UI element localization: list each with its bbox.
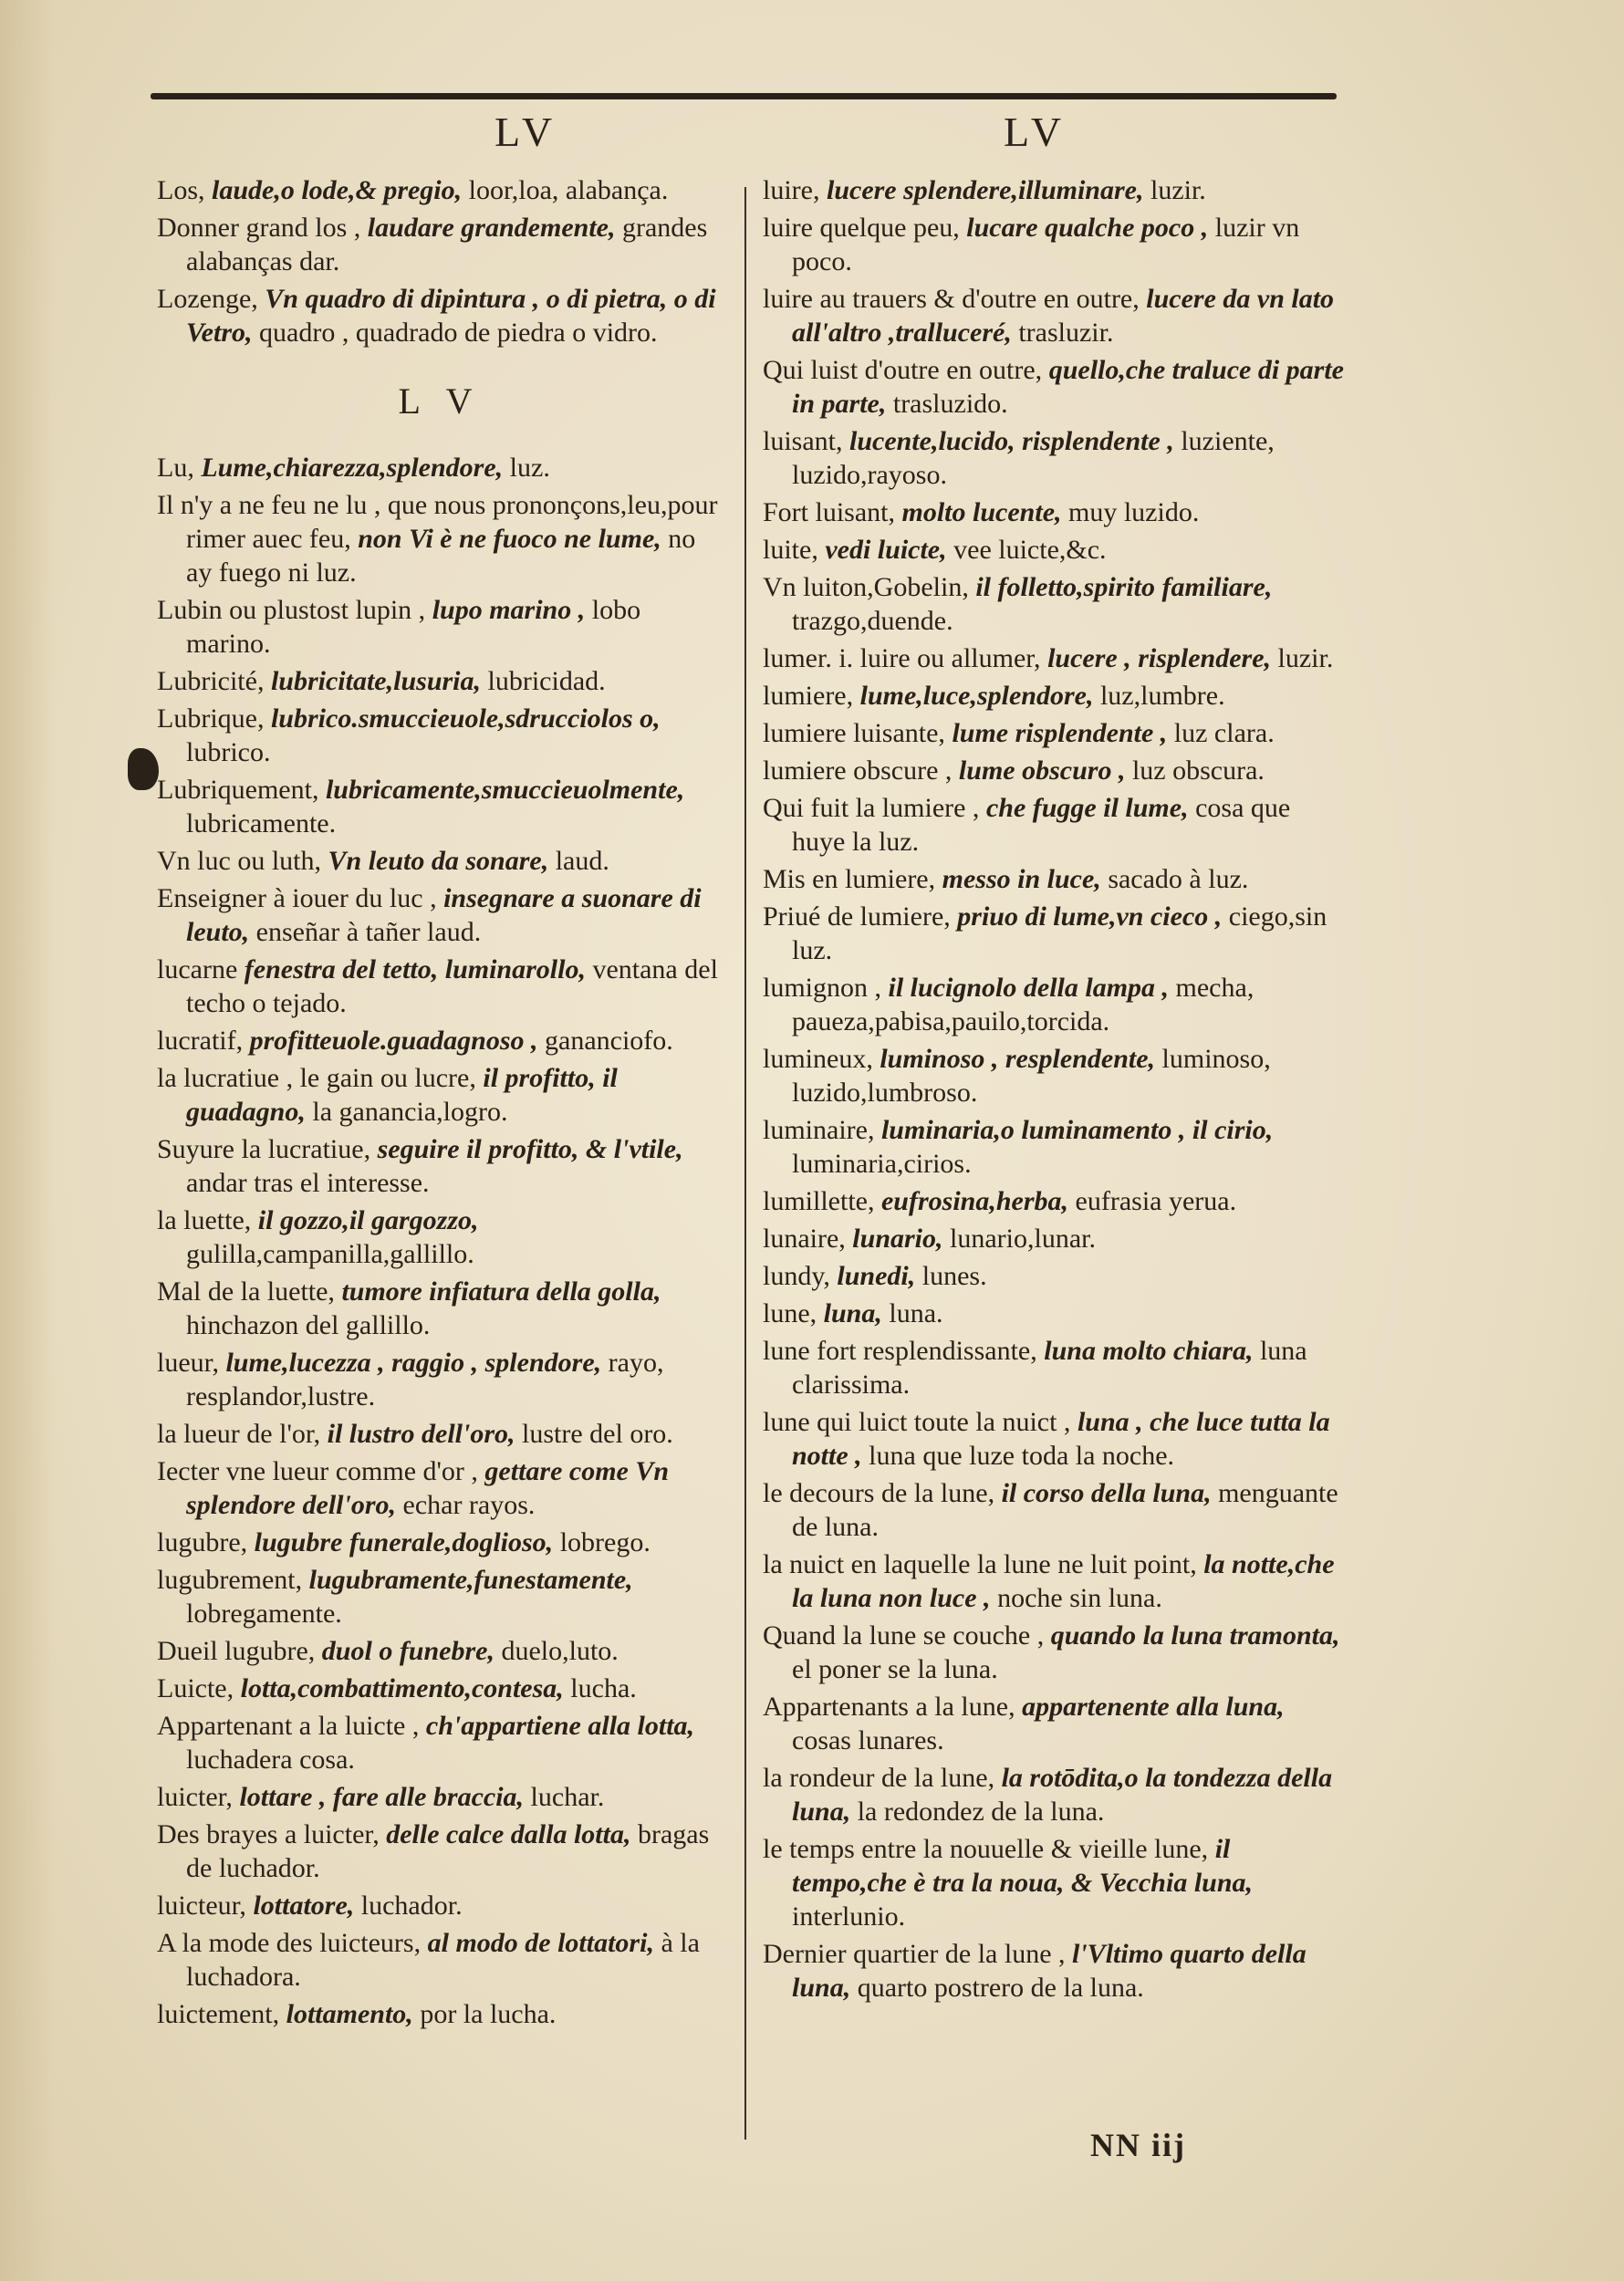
entry-spanish: luz obscura.	[1131, 755, 1265, 786]
header-rule	[151, 93, 1337, 99]
entry-italian: luna , che luce tutta la notte ,	[792, 1407, 1330, 1471]
dictionary-entry	[157, 282, 723, 349]
entry-french: Appartenants a la lune,	[763, 1692, 1015, 1722]
dictionary-entry	[763, 641, 1347, 675]
running-head-left: LV	[494, 109, 558, 155]
dictionary-entry	[763, 900, 1347, 967]
entry-french: lueur,	[157, 1348, 219, 1378]
entry-italian: lugubramente,funestamente,	[308, 1565, 633, 1595]
entry-spanish: luchadera cosa.	[186, 1745, 355, 1775]
entry-french: lugubrement,	[157, 1565, 303, 1595]
entry-french: luicter,	[157, 1782, 233, 1812]
entry-french: lumiere,	[763, 681, 854, 711]
entry-italian: lucente,lucido, risplendente ,	[849, 426, 1174, 456]
entry-italian: laudare grandemente,	[367, 213, 616, 243]
entry-italian: lume,luce,splendore,	[859, 681, 1094, 711]
entry-italian: gettare come Vn splendore dell'oro,	[186, 1456, 670, 1520]
entry-spanish: lubricamente.	[186, 808, 337, 838]
entry-french: lune,	[763, 1298, 817, 1328]
entry-spanish: menguante de luna.	[792, 1478, 1338, 1542]
entry-italian: vedi luicte,	[825, 535, 947, 565]
dictionary-entry	[763, 1405, 1347, 1473]
entry-italian: lunario,	[852, 1224, 943, 1254]
entry-french: lumer. i. luire ou allumer,	[763, 643, 1041, 673]
entry-spanish: lunes.	[921, 1261, 987, 1291]
entry-spanish: luchador.	[360, 1890, 463, 1921]
entry-spanish: lobo marino.	[186, 595, 641, 659]
entry-italian: molto lucente,	[901, 497, 1062, 527]
entry-italian: lubrico.smuccieuole,sdrucciolos o,	[270, 703, 661, 734]
entry-spanish: luna que luze toda la noche.	[869, 1441, 1175, 1471]
dictionary-entry	[763, 211, 1347, 278]
entry-french: le temps entre la nouuelle & vieille lune,	[763, 1834, 1209, 1864]
entry-french: la lucratiue , le gain ou lucre,	[157, 1063, 476, 1093]
entry-french: lucarne	[157, 954, 238, 984]
entry-spanish: echar rayos.	[402, 1490, 536, 1520]
dictionary-entry	[157, 593, 723, 661]
entry-french: Fort luisant,	[763, 497, 896, 527]
entry-spanish: duelo,luto.	[501, 1636, 619, 1666]
dictionary-entry	[157, 1132, 723, 1200]
dictionary-entry	[157, 773, 723, 840]
dictionary-entry	[763, 1761, 1347, 1828]
dictionary-entry	[763, 1297, 1347, 1330]
entry-french: luire au trauers & d'outre en outre,	[763, 284, 1140, 314]
entry-french: la lueur de l'or,	[157, 1419, 321, 1449]
entry-spanish: lobrego.	[559, 1527, 651, 1557]
entry-spanish: ventana del techo o tejado.	[186, 954, 718, 1018]
entry-french: luire,	[763, 175, 820, 205]
entry-spanish: luzir vn poco.	[792, 213, 1300, 276]
entry-spanish: andar tras el interesse.	[186, 1168, 430, 1198]
dictionary-entry	[157, 1818, 723, 1885]
column-divider	[744, 187, 746, 2140]
entry-french: luictement,	[157, 1999, 280, 2029]
entry-french: Lubrique,	[157, 703, 265, 734]
entry-italian: Lume,chiarezza,splendore,	[201, 453, 504, 483]
entry-italian: lucere da vn lato all'altro ,tralluceré,	[792, 284, 1335, 348]
entry-italian: quello,che traluce di parte in parte,	[792, 355, 1344, 419]
entry-spanish: por la lucha.	[420, 1999, 557, 2029]
entry-spanish: lunario,lunar.	[950, 1224, 1096, 1254]
entry-french: lunaire,	[763, 1224, 846, 1254]
dictionary-entry	[157, 702, 723, 769]
entry-italian: il profitto, il guadagno,	[186, 1063, 618, 1127]
dictionary-entry	[763, 1259, 1347, 1293]
entry-french: la nuict en laquelle la lune ne luit point,	[763, 1549, 1197, 1579]
entry-spanish: laud.	[555, 846, 609, 876]
entry-french: Dernier quartier de la lune ,	[763, 1939, 1066, 1969]
entry-spanish: mecha, paueza,pabisa,pauilo,torcida.	[792, 973, 1254, 1036]
entry-french: Lozenge,	[157, 284, 258, 314]
entry-french: lune qui luict toute la nuict ,	[763, 1407, 1071, 1437]
entry-italian: lume,lucezza , raggio , splendore,	[225, 1348, 602, 1378]
entry-spanish: quadro , quadrado de piedra o vidro.	[259, 318, 658, 348]
dictionary-entry	[763, 1619, 1347, 1686]
entry-italian: lunedi,	[837, 1261, 916, 1291]
entry-spanish: hinchazon del gallillo.	[186, 1310, 431, 1340]
dictionary-entry	[157, 664, 723, 698]
entry-spanish: luna.	[889, 1298, 943, 1328]
running-head-right: LV	[1004, 109, 1067, 155]
entry-italian: lottare , fare alle braccia,	[239, 1782, 525, 1812]
dictionary-entry	[763, 1334, 1347, 1401]
entry-french: Quand la lune se couche ,	[763, 1620, 1045, 1651]
entry-italian: profitteuole.guadagnoso ,	[249, 1026, 538, 1056]
entry-italian: lume risplendente ,	[952, 718, 1168, 748]
entry-spanish: sacado à luz.	[1108, 864, 1249, 894]
dictionary-entry	[157, 1024, 723, 1057]
dictionary-entry	[763, 754, 1347, 787]
right-column	[763, 173, 1347, 2008]
entry-spanish: lubrico.	[186, 737, 271, 767]
entry-french: Dueil lugubre,	[157, 1636, 316, 1666]
dictionary-entry	[157, 881, 723, 949]
entry-french: lucratif,	[157, 1026, 244, 1056]
entry-italian: il corso della luna,	[1001, 1478, 1212, 1508]
entry-spanish: luziente, luzido,rayoso.	[792, 426, 1275, 490]
dictionary-entry	[157, 451, 723, 484]
entry-italian: lucare qualche poco ,	[966, 213, 1209, 243]
entry-spanish: rayo, resplandor,lustre.	[186, 1348, 664, 1411]
entry-spanish: ciego,sin luz.	[792, 901, 1327, 965]
section-title: L V	[398, 380, 482, 422]
entry-italian: luna molto chiara,	[1044, 1336, 1254, 1366]
dictionary-entry	[763, 1832, 1347, 1933]
entry-french: la rondeur de la lune,	[763, 1763, 995, 1793]
entry-french: Lubricité,	[157, 666, 265, 696]
entry-italian: lugubre funerale,doglioso,	[254, 1527, 554, 1557]
dictionary-entry	[157, 953, 723, 1020]
entry-italian: non Vi è ne fuoco ne lume,	[358, 524, 661, 554]
entry-italian: il folletto,spirito familiare,	[975, 572, 1273, 602]
entry-french: Qui luist d'outre en outre,	[763, 355, 1043, 385]
entry-spanish: loor,loa, alabança.	[468, 175, 669, 205]
entry-spanish: cosa que huye la luz.	[792, 793, 1291, 857]
entry-italian: che fugge il lume,	[985, 793, 1189, 823]
left-column	[157, 173, 723, 2035]
entry-italian: lucere splendere,illuminare,	[826, 175, 1144, 205]
dictionary-entry	[763, 1113, 1347, 1181]
entry-italian: luna,	[823, 1298, 882, 1328]
dictionary-entry	[763, 1476, 1347, 1544]
entry-spanish: trasluzir.	[1018, 318, 1114, 348]
dictionary-entry	[763, 679, 1347, 713]
entry-italian: ch'appartiene alla lotta,	[425, 1711, 695, 1741]
dictionary-entry	[763, 173, 1347, 207]
entry-french: Luicte,	[157, 1673, 234, 1703]
entry-italian: priuo di lume,vn cieco ,	[957, 901, 1223, 932]
entry-french: Mis en lumiere,	[763, 864, 936, 894]
entry-spanish: muy luzido.	[1068, 497, 1200, 527]
dictionary-entry	[763, 971, 1347, 1038]
dictionary-entry	[157, 173, 723, 207]
entry-italian: lume obscuro ,	[958, 755, 1126, 786]
dictionary-entry	[157, 1672, 723, 1705]
dictionary-entry	[763, 716, 1347, 750]
entry-spanish: gananciofo.	[545, 1026, 673, 1056]
entry-french: Des brayes a luicter,	[157, 1819, 380, 1849]
entry-italian: lubricitate,lusuria,	[270, 666, 482, 696]
entry-french: lumineux,	[763, 1044, 873, 1074]
entry-french: Lu,	[157, 453, 194, 483]
dictionary-entry	[763, 791, 1347, 859]
entry-french: Enseigner à iouer du luc ,	[157, 883, 437, 913]
left-entries-after	[157, 451, 723, 2031]
entry-french: luminaire,	[763, 1115, 875, 1145]
entry-spanish: luz.	[509, 453, 550, 483]
entry-french: Vn luiton,Gobelin,	[763, 572, 969, 602]
dictionary-entry	[763, 1937, 1347, 2005]
dictionary-entry	[763, 1222, 1347, 1255]
entry-spanish: grandes alabanças dar.	[186, 213, 708, 276]
entry-italian: seguire il profitto, & l'vtile,	[377, 1134, 683, 1164]
dictionary-entry	[763, 424, 1347, 492]
dictionary-entry	[157, 1889, 723, 1922]
entry-italian: lottamento,	[286, 1999, 413, 2029]
entry-french: Los,	[157, 175, 205, 205]
entry-spanish: noche sin luna.	[997, 1583, 1162, 1613]
dictionary-entry	[763, 1184, 1347, 1218]
entry-italian: il gozzo,il gargozzo,	[257, 1205, 479, 1235]
entry-spanish: lubricidad.	[487, 666, 606, 696]
entry-italian: il lustro dell'oro,	[327, 1419, 515, 1449]
entry-italian: Vn leuto da sonare,	[328, 846, 549, 876]
entry-italian: il tempo,che è tra la noua, & Vecchia luna,	[792, 1834, 1254, 1898]
entry-spanish: luz clara.	[1173, 718, 1275, 748]
entry-italian: delle calce dalla lotta,	[386, 1819, 631, 1849]
entry-french: Donner grand los ,	[157, 213, 361, 243]
entry-french: Iecter vne lueur comme d'or ,	[157, 1456, 478, 1486]
dictionary-entry	[763, 1690, 1347, 1757]
entry-spanish: à la luchadora.	[186, 1928, 700, 1992]
entry-french: Suyure la lucratiue,	[157, 1134, 371, 1164]
dictionary-entry	[157, 1275, 723, 1342]
entry-french: lumiere obscure ,	[763, 755, 953, 786]
entry-french: Il n'y a ne feu ne lu , que nous prononçons,leu,pour rimer auec feu,	[157, 490, 718, 554]
entry-italian: lupo marino ,	[432, 595, 586, 625]
entry-italian: quando la luna tramonta,	[1050, 1620, 1340, 1651]
signature-mark: NN iij	[1090, 2127, 1186, 2163]
entry-french: le decours de la lune,	[763, 1478, 995, 1508]
entry-french: Vn luc ou luth,	[157, 846, 321, 876]
entry-spanish: luna clarissima.	[792, 1336, 1307, 1400]
dictionary-entry	[157, 1526, 723, 1559]
entry-spanish: luz,lumbre.	[1099, 681, 1225, 711]
entry-italian: lubricamente,smuccieuolmente,	[325, 775, 685, 805]
entry-spanish: la ganancia,logro.	[312, 1097, 508, 1127]
entry-italian: duol o funebre,	[321, 1636, 494, 1666]
right-entries	[763, 173, 1347, 2005]
entry-italian: tumore infiatura della golla,	[341, 1276, 661, 1307]
dictionary-entry	[763, 282, 1347, 349]
entry-french: Lubin ou plustost lupin ,	[157, 595, 426, 625]
entry-italian: la rotōdita,o la tondezza della luna,	[792, 1763, 1333, 1827]
entry-spanish: interlunio.	[792, 1901, 906, 1932]
entry-italian: luminaria,o luminamento , il cirio,	[880, 1115, 1274, 1145]
dictionary-entry	[157, 1346, 723, 1413]
dictionary-entry	[157, 1203, 723, 1271]
entry-spanish: eufrasia yerua.	[1075, 1186, 1237, 1216]
entry-italian: lucere , risplendere,	[1047, 643, 1272, 673]
dictionary-entry	[157, 1926, 723, 1994]
entry-spanish: vee luicte,&c.	[953, 535, 1107, 565]
entry-spanish: luminaria,cirios.	[792, 1149, 972, 1179]
entry-italian: laude,o lode,& pregio,	[212, 175, 463, 205]
dictionary-entry	[157, 1454, 723, 1522]
entry-french: lumillette,	[763, 1186, 875, 1216]
dictionary-entry	[157, 1061, 723, 1129]
dictionary-entry	[763, 495, 1347, 529]
entry-spanish: luzir.	[1150, 175, 1206, 205]
entry-spanish: cosas lunares.	[792, 1725, 944, 1755]
entry-french: luisant,	[763, 426, 843, 456]
dictionary-entry	[157, 1563, 723, 1630]
dictionary-entry	[763, 862, 1347, 896]
entry-french: lumignon ,	[763, 973, 882, 1003]
entry-french: luite,	[763, 535, 818, 565]
entry-french: lundy,	[763, 1261, 830, 1291]
entry-italian: il lucignolo della lampa ,	[888, 973, 1170, 1003]
entry-italian: l'Vltimo quarto della luna,	[792, 1939, 1306, 2003]
dictionary-entry	[157, 1997, 723, 2031]
entry-french: Mal de la luette,	[157, 1276, 335, 1307]
dictionary-entry	[157, 1780, 723, 1814]
entry-italian: fenestra del tetto, luminarollo,	[244, 954, 586, 984]
entry-spanish: luchar.	[530, 1782, 605, 1812]
entry-spanish: no ay fuego ni luz.	[186, 524, 696, 588]
left-entries-before	[157, 173, 723, 349]
entry-french: lugubre,	[157, 1527, 248, 1557]
entry-french: Priué de lumiere,	[763, 901, 951, 932]
entry-italian: la notte,che la luna non luce ,	[792, 1549, 1335, 1613]
entry-italian: al modo de lottatori,	[427, 1928, 654, 1958]
entry-spanish: lucha.	[570, 1673, 637, 1703]
entry-french: lumiere luisante,	[763, 718, 945, 748]
dictionary-entry	[763, 1547, 1347, 1615]
entry-italian: lotta,combattimento,contesa,	[240, 1673, 564, 1703]
entry-spanish: trazgo,duende.	[792, 606, 953, 636]
entry-french: Lubriquement,	[157, 775, 319, 805]
entry-spanish: lustre del oro.	[522, 1419, 673, 1449]
entry-spanish: quarto postrero de la luna.	[857, 1973, 1144, 2003]
dictionary-entry	[157, 1709, 723, 1776]
ink-blot	[128, 748, 159, 790]
dictionary-entry	[763, 570, 1347, 638]
entry-spanish: luzir.	[1277, 643, 1334, 673]
entry-french: luicteur,	[157, 1890, 246, 1921]
entry-spanish: trasluzido.	[892, 389, 1008, 419]
dictionary-entry	[157, 1417, 723, 1451]
entry-italian: messo in luce,	[942, 864, 1101, 894]
entry-italian: luminoso , resplendente,	[880, 1044, 1156, 1074]
entry-italian: eufrosina,herba,	[880, 1186, 1069, 1216]
dictionary-entry	[157, 844, 723, 878]
entry-italian: Vn quadro di dipintura , o di pietra, o di Vetro,	[186, 284, 716, 348]
entry-french: la luette,	[157, 1205, 252, 1235]
dictionary-entry	[157, 1634, 723, 1668]
dictionary-entry	[763, 353, 1347, 421]
entry-spanish: lobregamente.	[186, 1599, 342, 1629]
dictionary-entry	[157, 488, 723, 589]
entry-french: Appartenant a la luicte ,	[157, 1711, 420, 1741]
entry-spanish: el poner se la luna.	[792, 1654, 998, 1684]
entry-french: Qui fuit la lumiere ,	[763, 793, 980, 823]
page-edge-shadow	[0, 0, 55, 2281]
dictionary-entry	[763, 1042, 1347, 1109]
entry-french: A la mode des luicteurs,	[157, 1928, 422, 1958]
entry-italian: insegnare a suonare di leuto,	[186, 883, 702, 947]
entry-spanish: enseñar à tañer laud.	[255, 917, 482, 947]
entry-spanish: la redondez de la luna.	[857, 1797, 1105, 1827]
entry-italian: lottatore,	[253, 1890, 355, 1921]
entry-spanish: luminoso, luzido,lumbroso.	[792, 1044, 1271, 1108]
entry-italian: appartenente alla luna,	[1022, 1692, 1285, 1722]
entry-french: lune fort resplendissante,	[763, 1336, 1037, 1366]
entry-spanish: gulilla,campanilla,gallillo.	[186, 1239, 474, 1269]
entry-spanish: bragas de luchador.	[186, 1819, 710, 1883]
entry-french: luire quelque peu,	[763, 213, 960, 243]
dictionary-entry	[157, 211, 723, 278]
dictionary-entry	[763, 533, 1347, 567]
